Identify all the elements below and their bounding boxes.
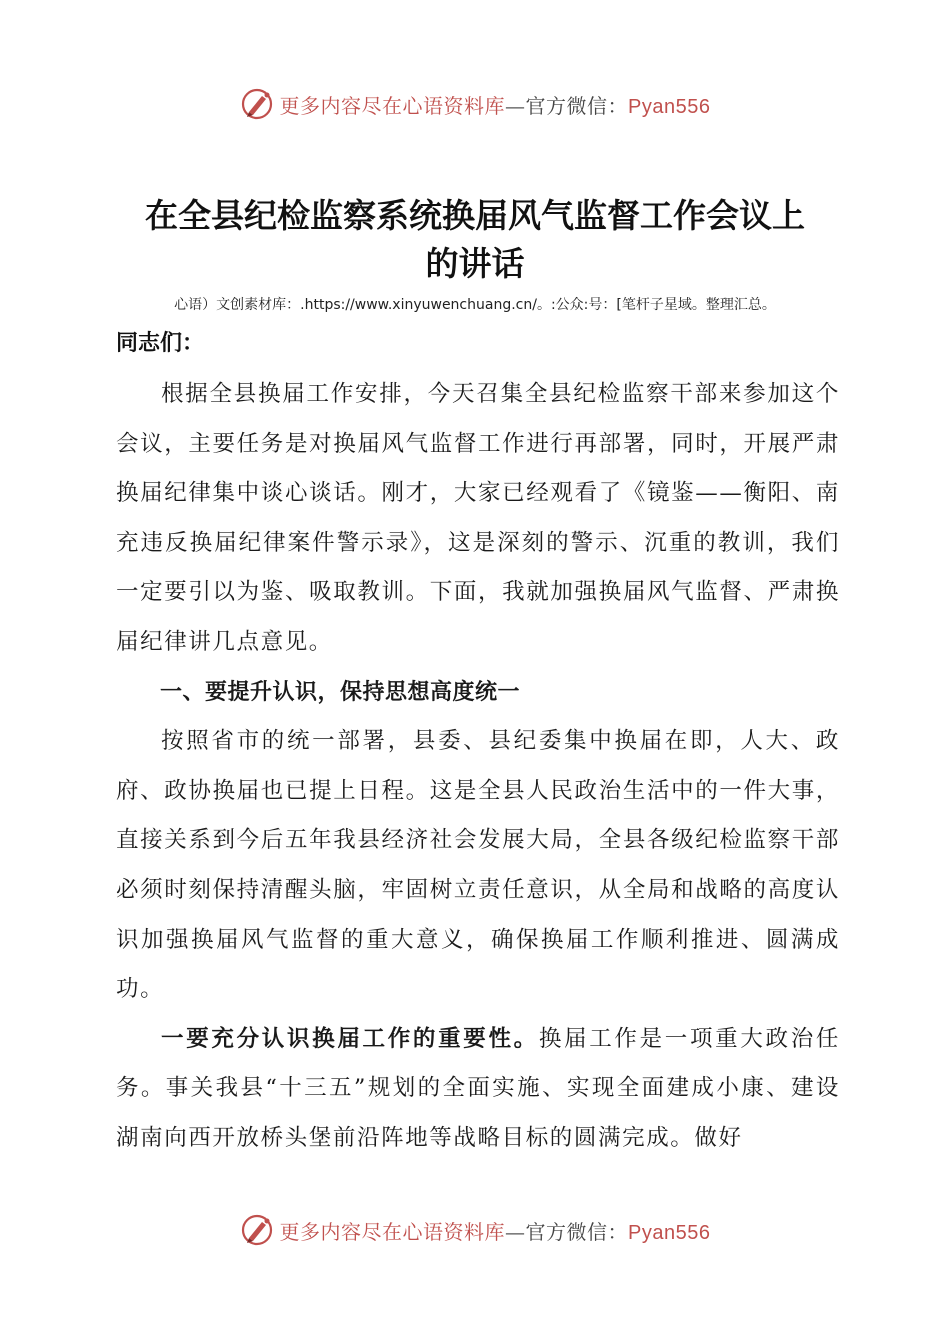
paragraph-3-rest: 换届工作是一项重大政治任务。事关我县“十三五”规划的全面实施、实现全面建成小康、建设湖南向西开放桥头堡前沿阵地等战略目标的圆满完成。做好 (116, 1025, 840, 1151)
banner-text (280, 90, 711, 119)
banner-wx-label: 官方微信： (525, 93, 629, 118)
banner-text (280, 1216, 711, 1245)
paragraph-3 (116, 1015, 840, 1164)
banner-separator: — (505, 1219, 526, 1244)
header-banner (0, 82, 950, 126)
banner-handle: Pyan556 (628, 1221, 711, 1244)
pen-logo-icon (240, 1213, 274, 1247)
banner-separator: — (505, 93, 526, 118)
salutation: 同志们： (116, 331, 205, 356)
title-line-1: 在全县纪检监察系统换届风气监督工作会议上 (145, 196, 805, 235)
source-line: 心语）文创素材库：.https://www.xinyuwenchuang.cn/。:公众:号：[笔杆子星域。整理汇总。 (174, 297, 776, 313)
paragraph-1: 根据全县换届工作安排，今天召集全县纪检监察干部来参加这个会议，主要任务是对换届风气监督工作进行再部署，同时，开展严肃换届纪律集中谈心谈话。刚才，大家已经观看了《镜鉴——衡阳、南充违反换届纪律案件警示录》，这是深刻的警示、沉重的教训，我们一定要引以为鉴、吸取教训。下面，我就加强换届风气监督、严肃换届纪律讲几点意见。 (116, 381, 840, 655)
section-heading-1: 一、要提升认识，保持思想高度统一 (160, 679, 521, 705)
pen-logo-icon (240, 87, 274, 121)
banner-wx-label: 官方微信： (525, 1219, 629, 1244)
title-line-2: 的讲话 (425, 244, 525, 283)
document-body (116, 370, 840, 1164)
banner-main: 更多内容尽在心语资料库 (279, 1219, 506, 1244)
banner-handle: Pyan556 (628, 95, 711, 118)
banner-main: 更多内容尽在心语资料库 (279, 93, 506, 118)
paragraph-3-lead: 一要充分认识换届工作的重要性。 (161, 1025, 539, 1052)
paragraph-2: 按照省市的统一部署，县委、县纪委集中换届在即，人大、政府、政协换届也已提上日程。这是全县人民政治生活中的一件大事，直接关系到今后五年我县经济社会发展大局，全县各级纪检监察干部必须时刻保持清醒头脑，牢固树立责任意识，从全局和战略的高度认识加强换届风气监督的重大意义，确保换届工作顺利推进、圆满成功。 (116, 728, 840, 1003)
document-title (100, 192, 850, 288)
footer-banner (0, 1208, 950, 1252)
